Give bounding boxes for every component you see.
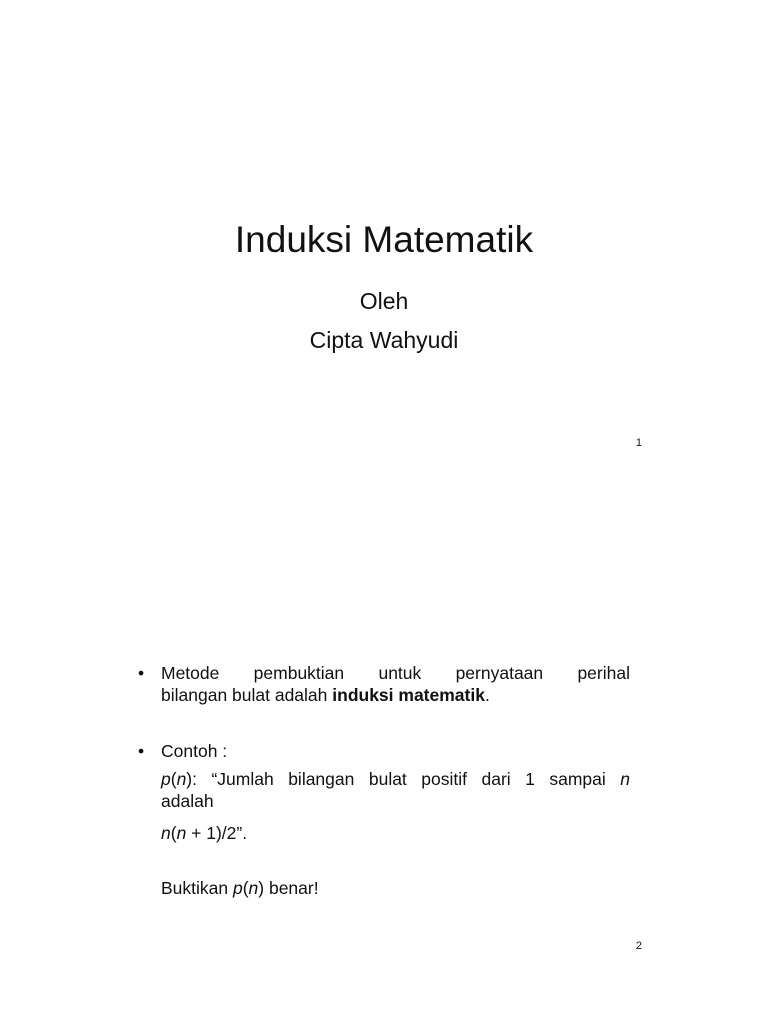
- bullet-icon: •: [138, 663, 145, 683]
- bullet-example: [138, 740, 630, 762]
- var-n: n: [176, 823, 187, 843]
- bullet-definition: [138, 662, 630, 706]
- var-n: n: [620, 769, 630, 789]
- example-statement: [161, 768, 630, 812]
- definition-term: induksi matematik: [332, 685, 485, 705]
- example-label: Contoh :: [161, 741, 228, 761]
- paren: (: [242, 878, 249, 898]
- var-p: p: [232, 878, 243, 898]
- page-number: 1: [635, 437, 642, 449]
- byline-label: Oleh: [359, 288, 409, 314]
- definition-line-2-suffix: .: [484, 685, 490, 705]
- statement-text: ): “Jumlah bilangan bulat positif dari 1 sampai: [186, 769, 621, 789]
- definition-line-2-prefix: bilangan bulat adalah: [161, 685, 333, 705]
- example-formula: [161, 822, 630, 844]
- var-n: n: [176, 769, 187, 789]
- prove-instruction: [161, 877, 630, 899]
- bullet-icon: •: [138, 741, 145, 761]
- paren: (: [170, 769, 177, 789]
- paren: (: [170, 823, 177, 843]
- prove-text-end: ) benar!: [258, 878, 319, 898]
- var-n: n: [161, 823, 171, 843]
- statement-line-1: [161, 768, 630, 790]
- formula-text: + 1)/2”.: [186, 823, 248, 843]
- definition-line-1: Metode pembuktian untuk pernyataan perihal: [161, 663, 630, 683]
- statement-line-2: adalah: [161, 791, 214, 811]
- var-p: p: [161, 769, 171, 789]
- slide-2: [0, 512, 768, 1024]
- page-number: 2: [635, 940, 642, 952]
- author-name: Cipta Wahyudi: [309, 327, 459, 353]
- slide-title: Induksi Matematik: [234, 219, 534, 260]
- prove-text: Buktikan: [161, 878, 233, 898]
- var-n: n: [248, 878, 259, 898]
